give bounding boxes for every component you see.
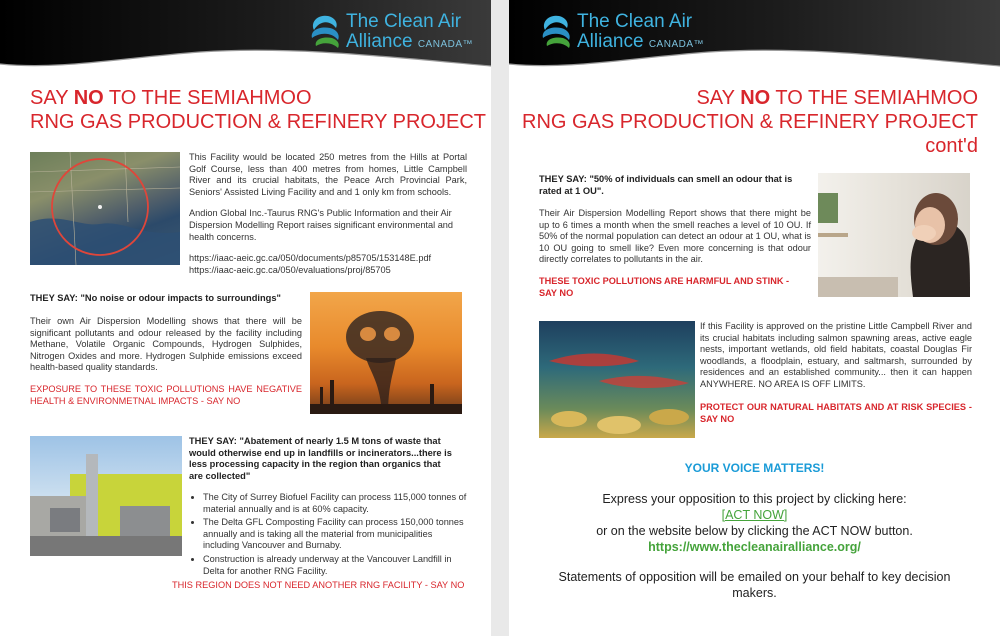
brand-country: CANADA: [648, 39, 694, 50]
woman-covering-mouth-image: [818, 173, 970, 297]
salmon-river-image: [539, 321, 695, 438]
brand-line2: Alliance: [577, 31, 644, 52]
site-map-image: [30, 152, 180, 265]
brand-tm: ™: [462, 39, 474, 50]
brand-line1: The Clean Air: [346, 11, 462, 32]
brand-tm: ™: [693, 39, 705, 50]
smoke-skull-image: [310, 292, 462, 414]
title-rest: TO THE SEMIAHMOO: [770, 87, 978, 109]
cta-line-1: Express your opposition to this project by clicking here:: [602, 492, 907, 506]
cta-line-2: or on the website below by clicking the ACT NOW button.: [596, 524, 913, 538]
bullet-surrey: • The City of Surrey Biofuel Facility can process 115,000 tonnes of material annually and is at 60% capacity.: [203, 492, 471, 515]
title-say: SAY: [696, 87, 741, 109]
they-say-heading-3: THEY SAY: "50% of individuals can smell an odour that is rated at 1 OU".: [539, 174, 793, 196]
wind-swirl-icon: [539, 12, 573, 52]
title-no: NO: [740, 87, 771, 109]
title-line2: RNG GAS PRODUCTION & REFINERY PROJECT: [30, 111, 486, 133]
intro-paragraph-2: Andion Global Inc.-Taurus RNG's Public Information and their Air Dispersion Modelling Report raises significant environmental and health concerns.: [189, 208, 454, 242]
brand-logo: [539, 12, 704, 55]
they-say-heading-2: THEY SAY: "Abatement of nearly 1.5 M tons of waste that would otherwise end up in landfills or incinerators...there is less processing capacity in the region than organics that are collected": [189, 436, 452, 481]
title-no: NO: [73, 87, 104, 109]
page-title: [522, 86, 978, 158]
reference-link-2[interactable]: https://iaac-aeic.gc.ca/050/evaluations/proj/85705: [189, 264, 391, 275]
facility-image: [30, 436, 182, 556]
page-title: [30, 86, 486, 134]
site-marker: [98, 205, 102, 209]
title-line2: RNG GAS PRODUCTION & REFINERY PROJECT: [522, 111, 978, 133]
callout-health: EXPOSURE TO THESE TOXIC POLLUTIONS HAVE NEGATIVE HEALTH & ENVIRONMETNAL IMPACTS - SAY NO: [30, 384, 302, 406]
bullet-delta: • The Delta GFL Composting Facility can process 150,000 tonnes annually and is taking all the material from municipalities including Vancouver and Burnaby.: [203, 517, 471, 552]
brand-line2: Alliance: [346, 31, 413, 52]
callout-region: THIS REGION DOES NOT NEED ANOTHER RNG FACILITY - SAY NO: [172, 580, 465, 590]
reference-link-1[interactable]: https://iaac-aeic.gc.ca/050/documents/p85705/153148E.pdf: [189, 253, 432, 264]
title-contd: cont'd: [925, 135, 978, 157]
page-2: [509, 0, 1000, 636]
intro-paragraph-1: This Facility would be located 250 metres from the Hills at Portal Golf Course, less than 400 metres from homes, Little Campbell River and its crucial habitats, the Peace Arch Provincial Park, Seniors' Assisted Living Facility and and 1 only km from schools.: [189, 152, 467, 197]
brand-country: CANADA: [417, 39, 463, 50]
website-link[interactable]: https://www.thecleanairalliance.org/: [648, 540, 861, 554]
callout-stink: THESE TOXIC POLLUTIONS ARE HARMFUL AND STINK - SAY NO: [539, 276, 790, 298]
title-rest: TO THE SEMIAHMOO: [103, 87, 312, 109]
statement-text: Statements of opposition will be emailed on your behalf to key decision makers.: [558, 570, 951, 600]
they-say-heading-1: THEY SAY: "No noise or odour impacts to surroundings": [30, 293, 281, 303]
your-voice-heading: YOUR VOICE MATTERS!: [684, 461, 825, 475]
intro-text: [189, 152, 467, 276]
brand-line1: The Clean Air: [577, 11, 693, 32]
habitat-body: If this Facility is approved on the pristine Little Campbell River and its crucial habitats including salmon spawning areas, active eagle nests, important wetlands, old field habitats, coastal Douglas Fir woodlands, a floodplain, estuary, and saltmarsh, surrounded by residences and an established community... then it can happen ANYWHERE. NO AREA IS OFF LIMITS.: [700, 321, 972, 389]
wind-swirl-icon: [308, 12, 342, 52]
they-say-body-1: Their own Air Dispersion Modelling shows that there will be significant pollutants and odour released by the facility including Methane, Volatile Organic Compounds, Hydrogen Sulphides, Nitrogen Oxides and more. Hydrogen Sulphide emissions exceed health-based quality standards.: [30, 316, 302, 373]
title-say: SAY: [30, 87, 74, 109]
page-1: [0, 0, 491, 636]
bullet-vancouver: • Construction is already underway at the Vancouver Landfill in Delta for another RNG Facility.: [203, 554, 471, 577]
callout-habitats: PROTECT OUR NATURAL HABITATS AND AT RISK SPECIES - SAY NO: [700, 402, 972, 424]
capacity-bullet-list: [191, 492, 471, 579]
brand-logo: [308, 12, 473, 55]
act-now-link[interactable]: [ACT NOW]: [721, 508, 788, 522]
they-say-body-3: Their Air Dispersion Modelling Report shows that there might be up to 6 times a month when the smell reaches a level of 10 OU. If 50% of the normal population can detect an odour at 1 OU, what is 10 OU going to smell like? Even more concerning is that odour directly correlates to pollutants in the air.: [539, 208, 811, 265]
